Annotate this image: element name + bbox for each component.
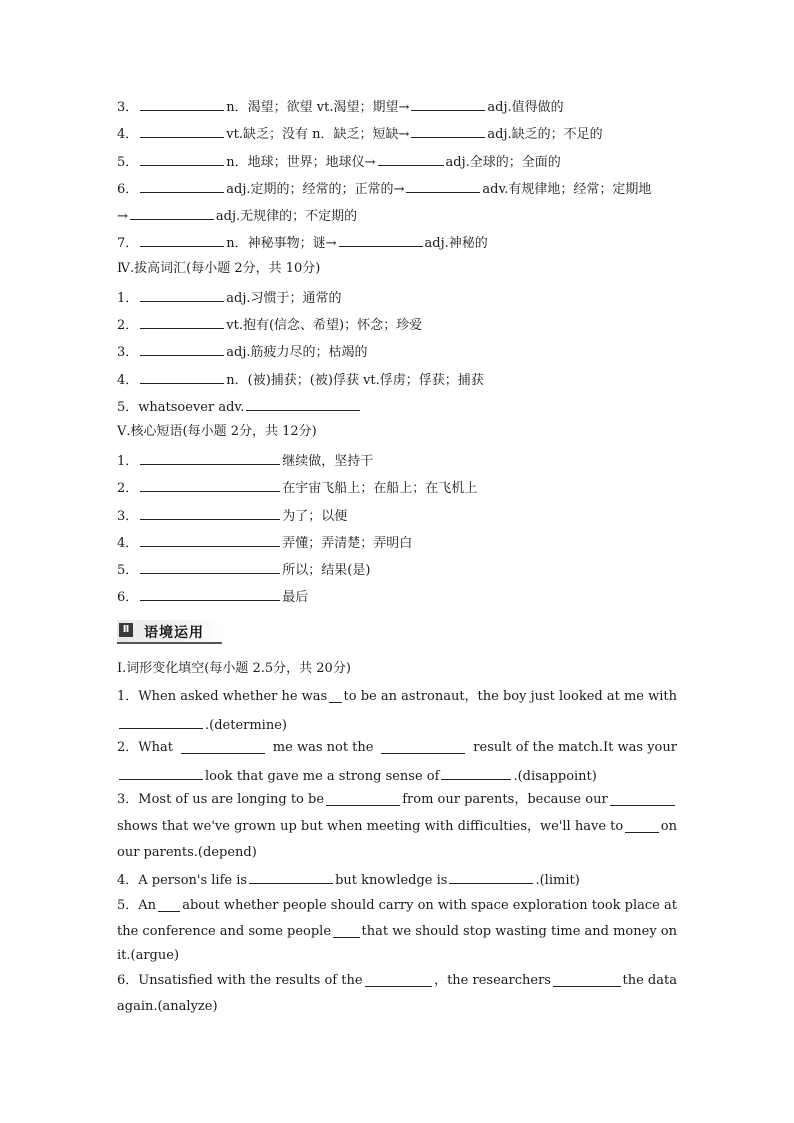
- vocab-item-3: 3． n．渴望；欲望 vt.渴望；期望→ adj.值得做的: [117, 96, 677, 117]
- answer-blank[interactable]: [130, 205, 214, 220]
- question-2: 2．What me was not the result of the match.It was your: [117, 740, 677, 755]
- part1-heading: Ⅰ.词形变化填空(每小题 2.5分，共 20分): [117, 661, 351, 676]
- answer-blank[interactable]: [140, 559, 280, 574]
- answer-blank[interactable]: [365, 972, 433, 987]
- answer-blank[interactable]: [140, 369, 224, 384]
- part4-heading: Ⅳ.拔高词汇(每小题 2分，共 10分): [117, 261, 321, 276]
- question-3-cont2: our parents.(depend): [117, 845, 257, 860]
- answer-blank[interactable]: [140, 287, 224, 302]
- vocab-item: 1． adj.习惯于；通常的: [117, 287, 677, 308]
- phrase-item: 1． 继续做，坚持干: [117, 450, 677, 471]
- vocab-item-6: 6． adj.定期的；经常的；正常的→ adv.有规律地；经常；定期地: [117, 178, 677, 199]
- phrase-item: 3． 为了；以便: [117, 505, 677, 526]
- answer-blank[interactable]: [140, 151, 224, 166]
- vocab-item: 5．whatsoever adv.: [117, 396, 677, 417]
- answer-blank[interactable]: [441, 765, 511, 780]
- vocab-item: 2． vt.抱有(信念、希望)；怀念；珍爱: [117, 314, 677, 335]
- phrase-item: 4． 弄懂；弄清楚；弄明白: [117, 532, 677, 553]
- answer-blank[interactable]: [140, 477, 280, 492]
- section-icon: Ⅱ: [119, 623, 133, 637]
- answer-blank[interactable]: [140, 314, 224, 329]
- question-5-cont2: it.(argue): [117, 948, 180, 963]
- question-3: 3．Most of us are longing to be from our parents，because our: [117, 791, 677, 809]
- question-6: 6．Unsatisfied with the results of the ，the researchers the data: [117, 973, 677, 988]
- question-1: 1．When asked whether he was to be an astronaut，the boy just looked at me with: [117, 689, 677, 704]
- answer-blank[interactable]: [119, 714, 203, 729]
- section-header: [117, 620, 222, 644]
- answer-blank[interactable]: [406, 178, 480, 193]
- phrase-item: 2． 在宇宙飞船上；在船上；在飞机上: [117, 477, 677, 498]
- answer-blank[interactable]: [158, 897, 180, 912]
- part5-heading: Ⅴ.核心短语(每小题 2分，共 12分): [117, 424, 317, 439]
- answer-blank[interactable]: [140, 341, 224, 356]
- answer-blank[interactable]: [339, 232, 423, 247]
- answer-blank[interactable]: [625, 818, 659, 833]
- answer-blank[interactable]: [140, 450, 280, 465]
- answer-blank[interactable]: [140, 123, 224, 138]
- vocab-item-4: 4． vt.缺乏；没有 n．缺乏；短缺→ adj.缺乏的；不足的: [117, 123, 677, 144]
- answer-blank[interactable]: [140, 178, 224, 193]
- question-3-cont: shows that we've grown up but when meeting with difficulties，we'll have to on: [117, 819, 677, 834]
- answer-blank[interactable]: [553, 972, 621, 987]
- answer-blank[interactable]: [119, 765, 203, 780]
- question-6-cont: again.(analyze): [117, 999, 218, 1014]
- answer-blank[interactable]: [610, 791, 675, 806]
- answer-blank[interactable]: [411, 96, 485, 111]
- question-1-cont: .(determine): [117, 714, 677, 735]
- question-4: 4．A person's life is but knowledge is .(limit): [117, 869, 677, 890]
- question-5: 5．An about whether people should carry on with space exploration took place at: [117, 898, 677, 913]
- answer-blank[interactable]: [378, 151, 444, 166]
- vocab-item-5: 5． n．地球；世界；地球仪→ adj.全球的；全面的: [117, 151, 677, 172]
- answer-blank[interactable]: [140, 586, 280, 601]
- answer-blank[interactable]: [381, 739, 465, 754]
- answer-blank[interactable]: [326, 791, 400, 806]
- question-2-cont: look that gave me a strong sense of .(disappoint): [117, 765, 677, 786]
- answer-blank[interactable]: [449, 869, 533, 884]
- answer-blank[interactable]: [140, 96, 224, 111]
- phrase-item: 6． 最后: [117, 586, 677, 607]
- answer-blank[interactable]: [181, 739, 265, 754]
- vocab-item-7: 7． n．神秘事物；谜→ adj.神秘的: [117, 232, 677, 253]
- answer-blank[interactable]: [329, 688, 341, 703]
- vocab-item: 3． adj.筋疲力尽的；枯竭的: [117, 341, 677, 362]
- vocab-item-6-cont: → adj.无规律的；不定期的: [117, 205, 677, 226]
- section-title: 语境运用: [144, 625, 204, 641]
- answer-blank[interactable]: [140, 232, 224, 247]
- answer-blank[interactable]: [249, 869, 333, 884]
- answer-blank[interactable]: [140, 505, 280, 520]
- answer-blank[interactable]: [140, 532, 280, 547]
- phrase-item: 5． 所以；结果(是): [117, 559, 677, 580]
- vocab-item: 4． n．(被)捕获；(被)俘获 vt.俘虏；俘获；捕获: [117, 369, 677, 390]
- answer-blank[interactable]: [246, 396, 360, 411]
- answer-blank[interactable]: [411, 123, 485, 138]
- answer-blank[interactable]: [333, 923, 360, 938]
- question-5-cont: the conference and some people that we should stop wasting time and money on: [117, 924, 677, 939]
